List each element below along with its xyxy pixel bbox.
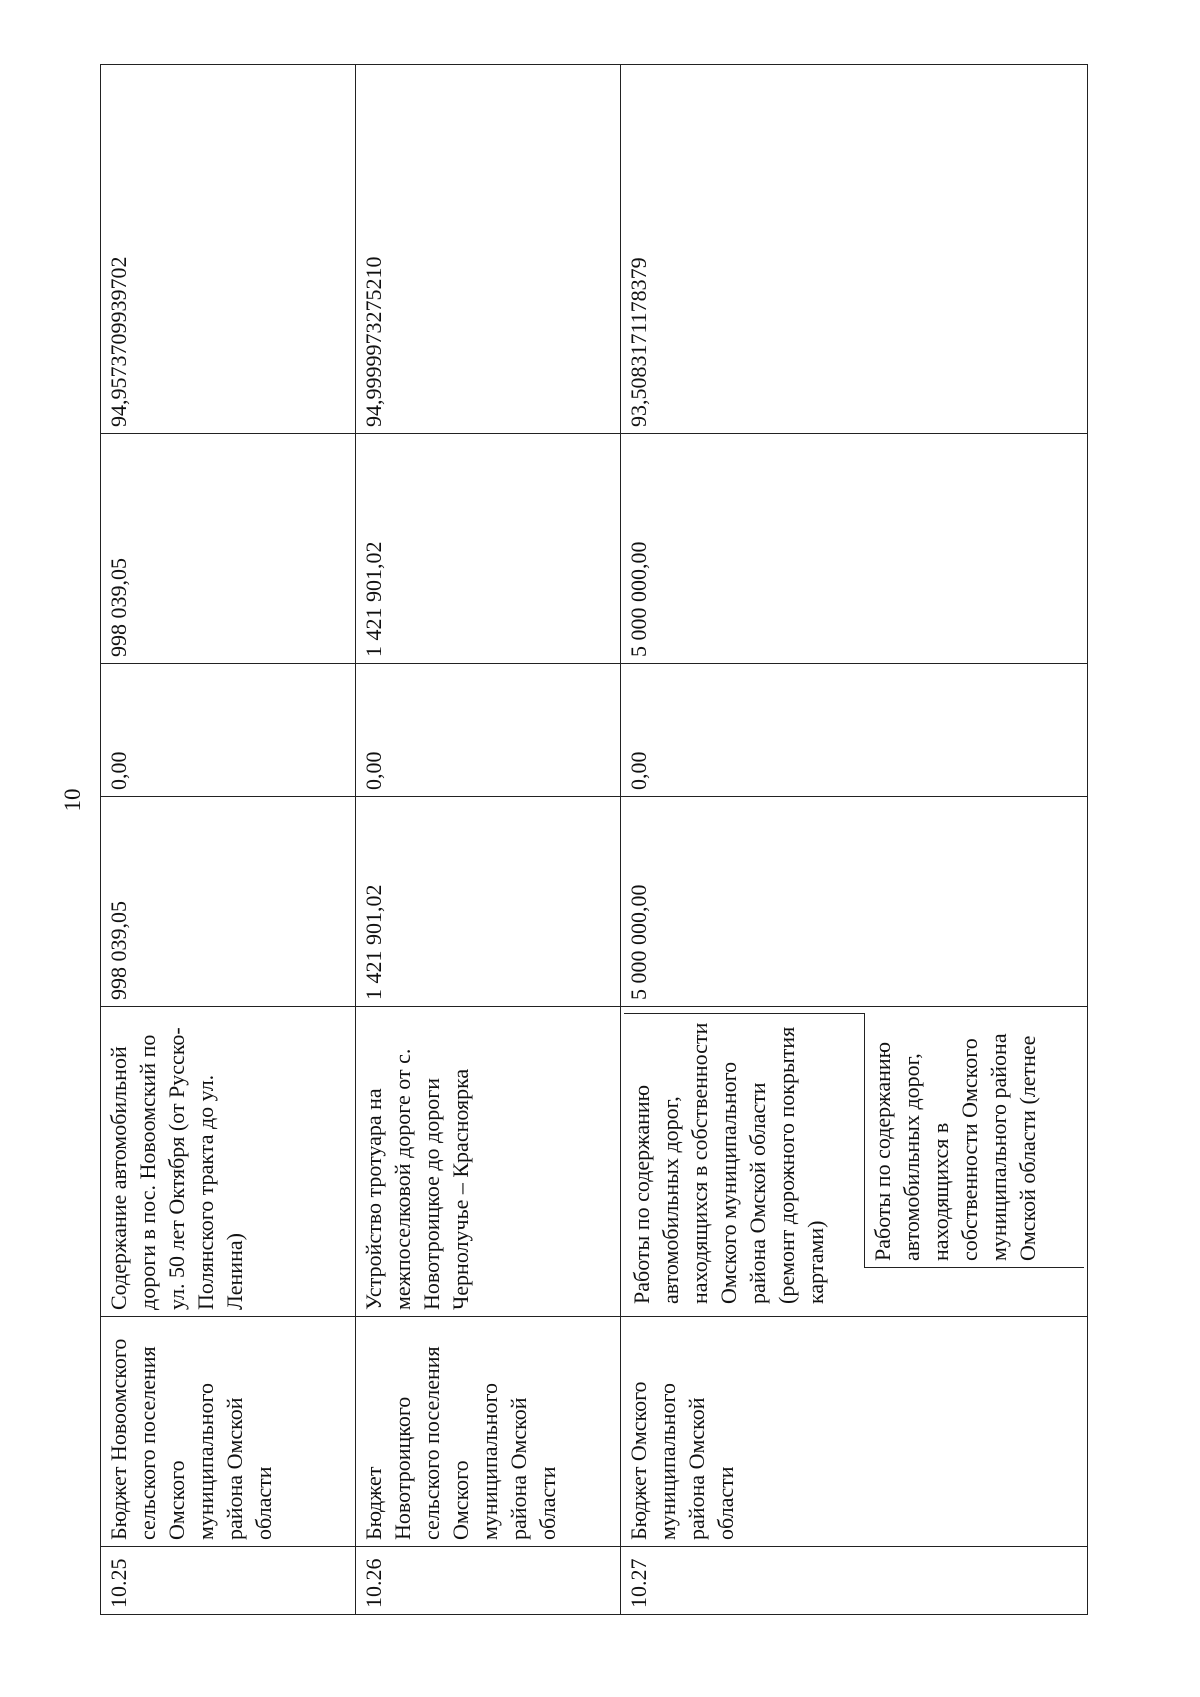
ratio-value: 94,9573709939702 [101, 65, 356, 434]
row-number: 10.25 [101, 1547, 356, 1615]
rotated-table-container [100, 65, 1080, 1615]
zero-amount: 0,00 [356, 664, 621, 797]
total-amount: 5 000 000,00 [621, 797, 1088, 1007]
funded-amount: 1 421 901,02 [356, 434, 621, 664]
table-row [101, 65, 356, 1615]
work-description-split [621, 1007, 1088, 1317]
row-number: 10.26 [356, 1547, 621, 1615]
ratio-value: 93,5083171178379 [621, 65, 1088, 434]
work-description: Устройство тротуара на межпоселковой дороге от с. Новотроицкое до дороги Чернолучье – Красноярка [356, 1007, 621, 1317]
total-amount: 998 039,05 [101, 797, 356, 1007]
work-description-part-a: Работы по содержанию автомобильных дорог, находящихся в собственности Омского муниципального района Омской области (ремонт дорожного покрытия картами) [624, 1013, 864, 1310]
ratio-value: 94,9999973275210 [356, 65, 621, 434]
total-amount: 1 421 901,02 [356, 797, 621, 1007]
zero-amount: 0,00 [101, 664, 356, 797]
table-row [356, 65, 621, 1615]
budget-source: Бюджет Новоомского сельского поселения Омского муниципального района Омской области [101, 1317, 356, 1547]
row-number: 10.27 [621, 1547, 1088, 1615]
table-row [621, 65, 1088, 1615]
work-description-part-b: Работы по содержанию автомобильных дорог, находящихся в собственности Омского муниципального района Омской области (летнее [864, 1013, 1084, 1268]
work-description: Содержание автомобильной дороги в пос. Новоомский по ул. 50 лет Октября (от Русско-Полянского тракта до ул. Ленина) [101, 1007, 356, 1317]
budget-source: Бюджет Омского муниципального района Омской области [621, 1317, 1088, 1547]
budget-source: Бюджет Новотроицкого сельского поселения Омского муниципального района Омской области [356, 1317, 621, 1547]
page-number: 10 [60, 788, 85, 812]
budget-table [100, 64, 1088, 1615]
zero-amount: 0,00 [621, 664, 1088, 797]
funded-amount: 998 039,05 [101, 434, 356, 664]
funded-amount: 5 000 000,00 [621, 434, 1088, 664]
